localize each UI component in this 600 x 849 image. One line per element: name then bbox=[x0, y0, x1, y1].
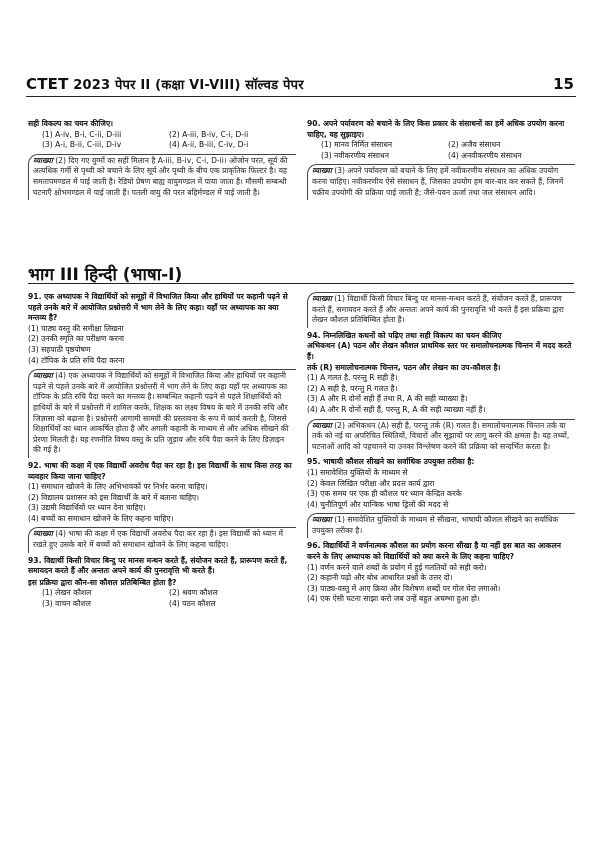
option: (1) वर्णन करने वाले शब्दों के प्रयोग में हुई गलतियों को सही करो। bbox=[307, 562, 487, 572]
explanation-box bbox=[307, 164, 575, 200]
option: (4) एक ऐसी घटना साझा करो जब उन्हें बहुत अचम्भा हुआ हो। bbox=[307, 594, 480, 604]
top-left-block bbox=[28, 119, 296, 203]
option: (3) सहपाठी पृष्ठपोषण bbox=[28, 344, 91, 354]
options-row bbox=[42, 140, 296, 151]
explanation-tag: व्याख्या bbox=[33, 155, 53, 165]
page-number: 15 bbox=[553, 75, 574, 93]
explanation-text: (1) समावेशित युक्तियों के माध्यम से सीखना, भाषायी कौशल सीखने का सर्वाधिक उपयुक्त तरीका है। bbox=[312, 515, 559, 535]
question-90 bbox=[307, 119, 575, 203]
question-number: 96. bbox=[307, 541, 321, 551]
options-row bbox=[321, 140, 575, 151]
question-number: 92. bbox=[28, 460, 42, 470]
explanation-box bbox=[307, 419, 575, 455]
option: (1) A-iv, B-i, C-ii, D-iii bbox=[42, 129, 122, 139]
question-text: विद्यार्थी किसी विचार बिन्दु पर मानस मन्थन करते हैं, संयोजन करते हैं, प्रारूपण करते हैं, समायदन करते हैं और अन्ततः अपने कार्य की पुनरावृत्ति भी करते हैं। bbox=[28, 555, 288, 576]
explanation-tag: व्याख्या bbox=[312, 420, 332, 430]
explanation-tag: व्याख्या bbox=[312, 515, 332, 525]
explanation-text: (2) अभिकथन (A) सही है, परन्तु तर्क (R) गलत है। समालोचनात्मक चिन्तन तर्क या तर्क को नई या अपरिचित स्थितियों, विचारों और सूझावों पर लागू करने की क्षमता है। यह तथ्यों, घटनाओं आदि को पहचानने या उनका विश्लेषण करने की प्रक्रिया को सन्दर्भित करता है। bbox=[312, 420, 570, 451]
assertion: अभिकथन (A) पठन और लेखन कौशल प्राथमिक स्तर पर समालोचनात्मक चिन्तन में मदद करते हैं। bbox=[307, 341, 572, 361]
explanation-tag: व्याख्या bbox=[312, 294, 332, 303]
option: (2) A-iii, B-iv, C-i, D-ii bbox=[169, 129, 249, 139]
explanation-text: (4) एक अध्यापक ने विद्यार्थियों को समूहों में विभाजित किया और हाथियों पर कहानी पढ़ने से पहले उनके बारे में आयोजित प्रश्नोत्तरी में भाग लेने के लिए कहा यहाँ पर अध्यापक का टॉपिक के प्रति रुचि पैदा करने का मन्तव्य है। सम्बन्धित कहानी पढ़ने से पहले शिक्षार्थियों को हाथियों के बारे में प्रश्नोत्तरी में शामिल करके, शिक्षक का लक्ष्य विषय के बारे में उनकी रुचि और जिज्ञासा को बढ़ाना है। प्रश्नोत्तरी आगामी सामग्री की प्रस्तावना के रूप में कार्य करती है, जिससे शिक्षार्थियों का ध्यान आकर्षित होता है और अगली कहानी के माध्यम से और अधिक सीखने की प्रेरणा मिलती है। यह रणनीति विषय वस्तु के प्रति जुड़ाव और रुचि पैदा करने के लिए डिज़ाइन की गई है। bbox=[33, 371, 289, 455]
question-text: निम्नलिखित कथनों को पढ़िए तथा सही विकल्प का चयन कीजिए bbox=[323, 330, 502, 340]
explanation-tag: व्याख्या bbox=[33, 529, 53, 539]
prompt: सही विकल्प का चयन कीजिए। bbox=[28, 119, 114, 128]
question-text: विद्यार्थियों ने वर्णनात्मक कौशल का प्रयोग करना सीखा है या नहीं इस बात का आकलन करने के लिए अध्यापक को विद्यार्थियों को क्या करने के लिए कहना चाहिए? bbox=[307, 541, 562, 562]
explanation-tag: व्याख्या bbox=[312, 166, 332, 176]
question-text: अपने पर्यावरण को बचाने के लिए किस प्रकार के संसाधनों का हमें अधिक उपयोग करना चाहिए, वह सुझाइए। bbox=[307, 119, 565, 139]
option: (2) विद्यालय प्रशासन को इस विद्यार्थी के बारे में बताना चाहिए। bbox=[28, 492, 200, 502]
options-row bbox=[42, 130, 296, 141]
question-95 bbox=[307, 457, 575, 538]
question-93 bbox=[28, 556, 296, 610]
question-number: 90. bbox=[307, 119, 321, 128]
right-column bbox=[307, 292, 575, 605]
option: (3) नवीकरणीय संसाधन bbox=[321, 150, 389, 160]
option: (1) समाधान खोजने के लिए अभिभावकों पर निर्भर करना चाहिए। bbox=[28, 482, 208, 492]
option: (4) बच्चों का समाधान खोजने के लिए कहना चाहिए। bbox=[28, 513, 174, 523]
question-96 bbox=[307, 541, 575, 605]
exam-name: CTET bbox=[26, 75, 69, 93]
option: (1) पाठ्य वस्तु की समीक्षा लिखना bbox=[28, 323, 124, 333]
option: (2) केवल लिखित परीक्षा और प्रदत्त कार्य द्वारा bbox=[307, 478, 435, 488]
option: (4) अनवीकरणीय संसाधन bbox=[448, 150, 522, 160]
question-number: 95. bbox=[307, 457, 321, 467]
question-number: 91. bbox=[28, 292, 42, 301]
option: (2) श्रवण कौशल bbox=[169, 588, 218, 598]
option: (2) A सही है, परन्तु R गलत है। bbox=[307, 383, 398, 393]
explanation-box-93 bbox=[307, 292, 575, 328]
option: (4) A-ii, B-iii, C-iv, D-i bbox=[169, 140, 249, 150]
option: (2) उनकी स्मृति का परीक्षण करना bbox=[28, 334, 125, 344]
page-header bbox=[26, 70, 576, 97]
option: (1) मानव निर्मित संसाधन bbox=[321, 140, 393, 150]
question-number: 93. bbox=[28, 555, 42, 565]
question-text: भाषा की कक्षा में एक विद्यार्थी अवरोध पैदा कर रहा है। इस विद्यार्थी के साथ किस तरह का व्यवहार किया जाना चाहिए? bbox=[28, 460, 292, 481]
option: (4) A और R दोनों सही हैं, परन्तु R, A की सही व्याख्या नहीं है। bbox=[307, 404, 486, 414]
question-94 bbox=[307, 331, 575, 455]
question-text: भाषायी कौशल सीखने का सर्वाधिक उपयुक्त तरीका है: bbox=[323, 457, 475, 467]
explanation-text: (1) विद्यार्थी किसी विचार बिन्दु पर मानस-मन्थन करते हैं, संयोजन करते हैं, प्रारूपण करते हैं, समायदन करते हैं और अन्ततः अपने कार्य की पुनरावृत्ति भी करते हैं इस प्रक्रिया द्वारा लेखन कौशल प्रतिबिम्बित होता है। bbox=[312, 294, 564, 325]
left-column bbox=[28, 292, 296, 610]
explanation-box bbox=[307, 513, 575, 538]
option: (1) A गलत है, परन्तु R सही है। bbox=[307, 373, 398, 383]
section-divider bbox=[28, 283, 574, 284]
explanation-box bbox=[28, 369, 296, 458]
option: (3) एक समय पर एक ही कौशल पर ध्यान केन्द्रित करके bbox=[307, 489, 462, 499]
question-91 bbox=[28, 292, 296, 458]
option: (2) कहानी पढ़ो और बोध आधारित प्रश्नों के उत्तर दो। bbox=[307, 573, 453, 583]
explanation-box bbox=[28, 154, 296, 200]
explanation-text: (2) दिए गए युग्मों का सही मिलान है A-iii, B-iv, C-i, D-ii। ओजोन परत, सूर्य की अत्यधिक गर्मी से पृथ्वी को बचाने के लिए सूर्य और पृथ्वी के बीच एक प्राकृतिक फिल्टर है। यह समतापमण्डल में पाई जाती है। रेडियो प्रेषण बाह्य वायुमण्डल में पाया जाता है। मौसमी सम्बन्धी घटनाएँ क्षोभमण्डल में पाई जाती हैं। पतली वायु की परत बहिर्मण्डल में पाई जाती है। bbox=[33, 155, 288, 197]
option: (4) पठन कौशल bbox=[169, 599, 216, 609]
options-row bbox=[42, 588, 296, 599]
option: (3) वाचन कौशल bbox=[42, 599, 91, 609]
question-text-2: इस प्रक्रिया द्वारा कौन-सा कौशल प्रतिबिम्बित होता है? bbox=[28, 577, 177, 587]
question-text: एक अध्यापक ने विद्यार्थियों को समूहों में विभाजित किया और हाथियों पर कहानी पढ़ने से पहले उनके बारे में आयोजित प्रश्नोत्तरी में भाग लेने के लिए कहा। यहाँ पर अध्यापक का क्या मन्तव्य है? bbox=[28, 292, 288, 323]
reason: तर्क (R) समालोचनात्मक चिन्तन, पठन और लेखन का उप-कौशल है। bbox=[307, 362, 501, 372]
explanation-tag: व्याख्या bbox=[33, 371, 53, 381]
option: (3) A-i, B-ii, C-iii, D-iv bbox=[42, 140, 122, 150]
explanation-text: (4) भाषा की कक्षा में एक विद्यार्थी अवरोध पैदा कर रहा है। इस विद्यार्थी को ध्यान में रखते हुए उसके बारे में बच्चों को समाधान खोजने के लिए कहना चाहिए। bbox=[33, 529, 284, 550]
explanation-box bbox=[28, 527, 296, 552]
option: (1) लेखन कौशल bbox=[42, 588, 92, 598]
option: (4) चुनौतिपूर्ण और यान्त्रिक भाषा ड्रिलों की मदद से bbox=[307, 499, 449, 509]
section-title: भाग III हिन्दी (भाषा-I) bbox=[28, 265, 183, 285]
option: (3) पाठ्य-वस्तु में आए क्रिया और विशेषण शब्दों पर गोल घेरा लगाओ। bbox=[307, 583, 501, 593]
option: (4) टॉपिक के प्रति रुचि पैदा करना bbox=[28, 355, 125, 365]
question-92 bbox=[28, 461, 296, 553]
header-subtitle: 2023 पेपर II (कक्षा VI-VIII) सॉल्वड पेपर bbox=[73, 78, 304, 93]
header-title bbox=[26, 75, 304, 93]
option: (3) A और R दोनों सही हैं तथा R, A की सही व्याख्या है। bbox=[307, 394, 468, 404]
options-row bbox=[321, 151, 575, 162]
option: (1) समावेशित युक्तियों के माध्यम से bbox=[307, 467, 408, 477]
option: (2) अजैव संसाधन bbox=[448, 140, 501, 150]
options-row bbox=[42, 599, 296, 610]
explanation-text: (3) अपने पर्यावरण को बचाने के लिए हमें नवीकरणीय संसाधन का अधिक उपयोग करना चाहिए। नवीकरणीय ऐसे संसाधन हैं, जिसका उपयोग हम बार-बार कर सकते हैं, जिनमें चक्रीय उपयोगी की प्रक्रिया पाई जाती है; जैसे-पवन ऊर्जा तथा जल संसाधन आदि। bbox=[312, 166, 564, 197]
question-number: 94. bbox=[307, 330, 321, 340]
option: (3) उद्यमी विद्यार्थियों पर ध्यान देना चाहिए। bbox=[28, 503, 146, 513]
